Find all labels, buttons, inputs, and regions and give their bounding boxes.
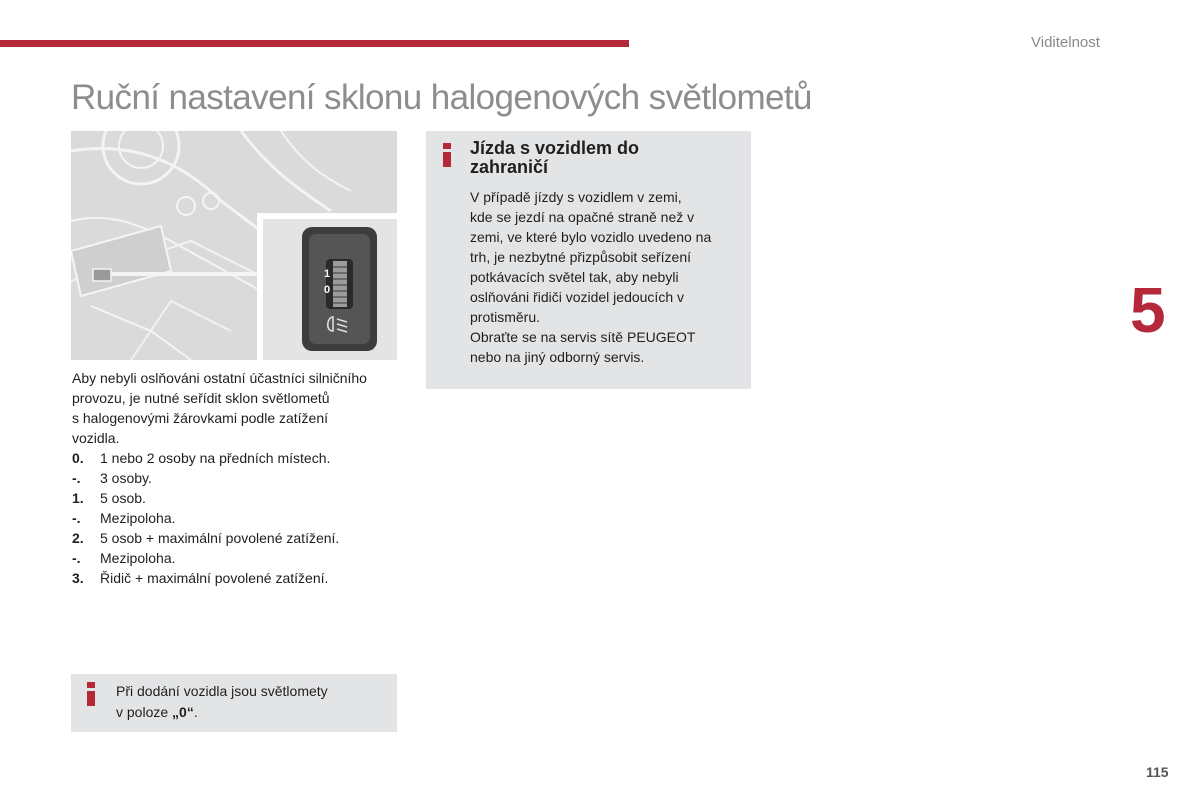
info-icon [442,143,452,167]
position-key: 1. [72,490,84,506]
info-line: nebo na jiný odborný servis. [470,349,645,365]
intro-line: s halogenovými žárovkami podle zatížení [72,410,329,426]
chapter-number: 5 [1130,274,1166,346]
note-line-2-prefix: v poloze [116,704,173,720]
position-key: 2. [72,530,84,546]
position-key: 0. [72,450,84,466]
info-line: zemi, ve které bylo vozidlo uvedeno na [470,229,712,245]
note-line-1: Při dodání vozidla jsou světlomety [116,683,328,699]
note-line-2-suffix: . [193,704,198,720]
list-item [72,448,402,468]
control-label-0: 0 [324,284,331,296]
note-text [116,681,328,723]
position-text: 5 osob. [100,490,146,506]
info-line: trh, je nezbytné přizpůsobit seřízení [470,249,692,265]
position-text: Mezipoloha. [100,510,176,526]
info-line: Obraťte se na servis sítě PEUGEOT [470,329,696,345]
position-text: 1 nebo 2 osoby na předních místech. [100,450,331,466]
intro-line: provozu, je nutné seřídit sklon světlometů [72,390,330,406]
list-item [72,568,402,588]
intro-line: Aby nebyli oslňováni ostatní účastníci silničního [72,370,367,386]
position-key: 3. [72,570,84,586]
position-key: -. [72,510,81,526]
info-line: oslňováni řidiči vozidel jedoucích v [470,289,684,305]
control-label-1: 1 [324,268,331,280]
position-text: 5 osob + maximální povolené zatížení. [100,530,340,546]
heading-line-1: Jízda s vozidlem do [470,138,640,158]
position-key: -. [72,470,81,486]
delivery-note-box [71,674,397,732]
info-icon [86,682,96,706]
info-box-heading [470,139,740,177]
list-item [72,508,402,528]
intro-paragraph [72,368,402,448]
info-line: kde se jezdí na opačné straně než v [470,209,695,225]
list-item [72,528,402,548]
info-line: potkávacích světel tak, aby nebyli [470,269,679,285]
position-text: Řidič + maximální povolené zatížení. [100,570,329,586]
position-key: -. [72,550,81,566]
list-item [72,488,402,508]
info-line: protisměru. [470,309,541,325]
info-line: V případě jízdy s vozidlem v zemi, [470,189,682,205]
abroad-info-box [426,131,751,389]
page-title: Ruční nastavení sklonu halogenových světlometů [71,78,812,117]
intro-line: vozidla. [72,430,120,446]
list-item [72,548,402,568]
heading-line-2: zahraničí [470,157,549,177]
header-accent-bar [0,40,629,47]
load-positions-list [72,448,402,588]
page-number: 115 [1146,764,1169,780]
section-label: Viditelnost [1031,34,1100,51]
position-text: Mezipoloha. [100,550,176,566]
info-box-text [470,187,750,367]
position-text: 3 osoby. [100,470,152,486]
dashboard-illustration [71,131,397,360]
list-item [72,468,402,488]
note-position-value: „0“ [172,704,194,720]
